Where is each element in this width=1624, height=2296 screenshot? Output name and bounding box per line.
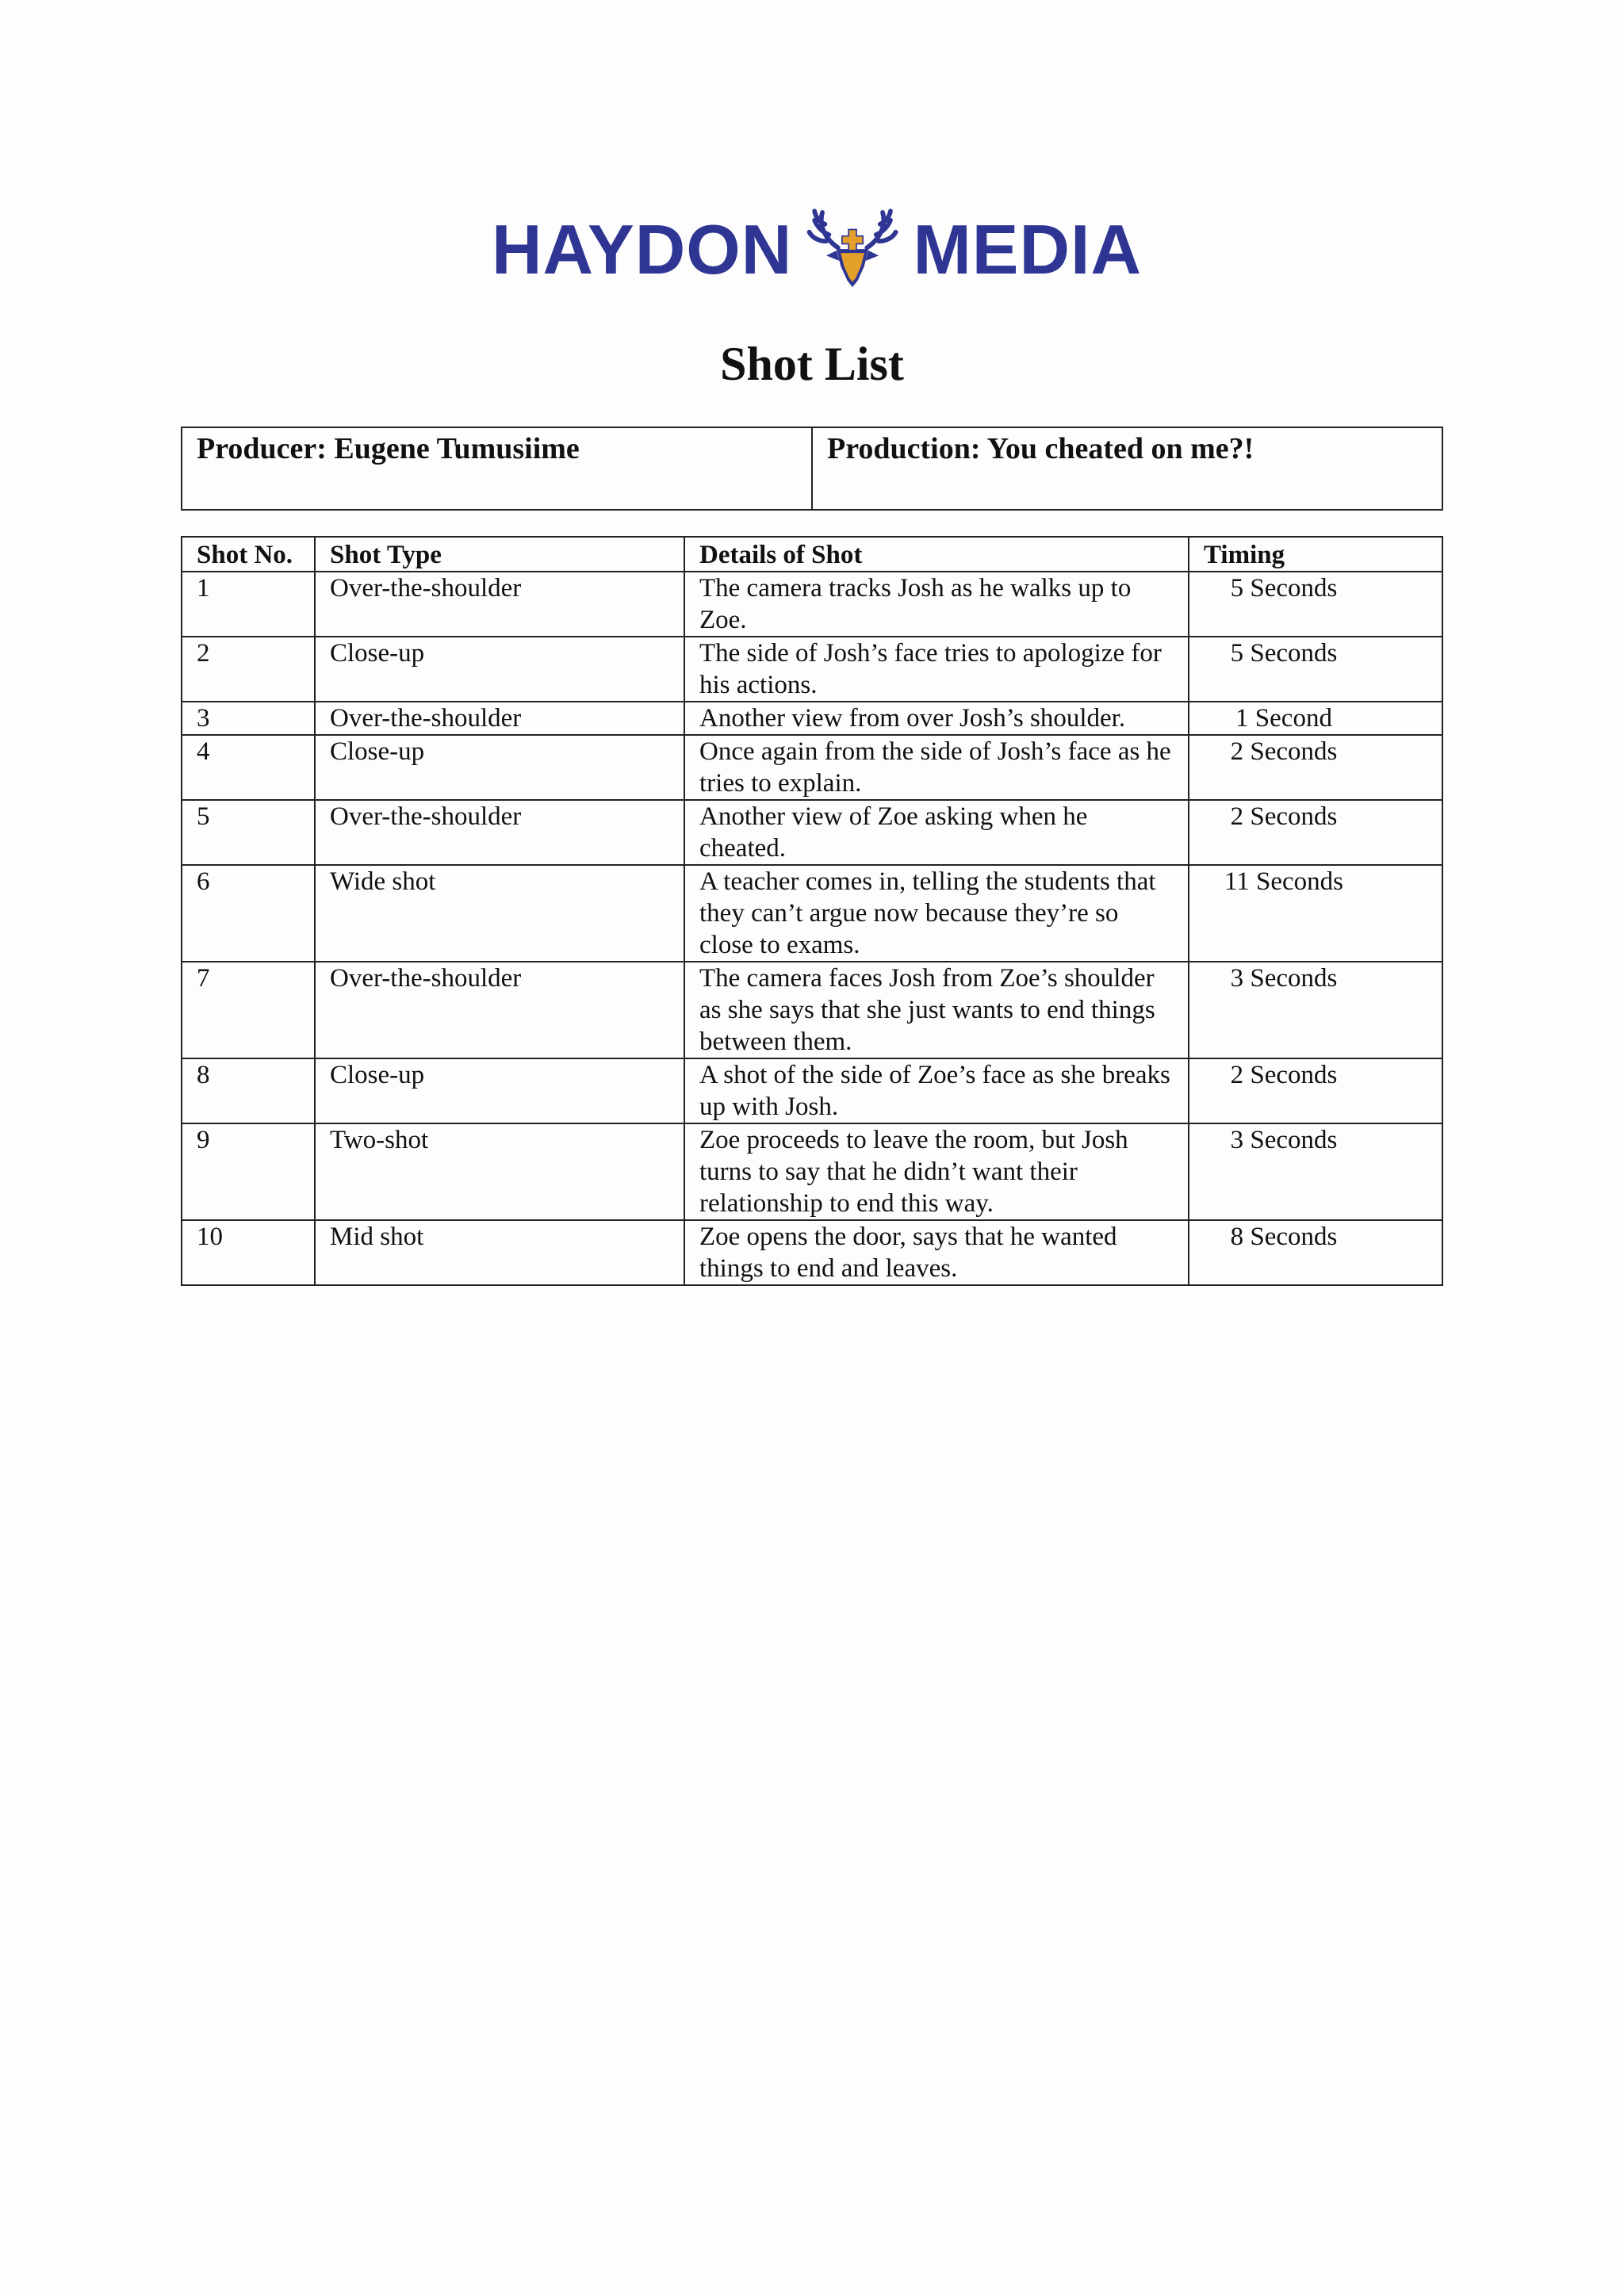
table-row (182, 962, 1442, 1058)
table-row (182, 735, 1442, 800)
shot-type-cell: Over-the-shoulder (315, 962, 684, 1058)
shot-details-cell: Once again from the side of Josh’s face as he tries to explain. (684, 735, 1189, 800)
shot-number-cell: 8 (182, 1058, 315, 1123)
shot-details-cell: A teacher comes in, telling the students that they can’t argue now because they’re so close to exams. (684, 865, 1189, 962)
haydon-media-logo (492, 190, 1142, 309)
shot-number-cell: 9 (182, 1123, 315, 1220)
shot-number-cell: 1 (182, 572, 315, 637)
shot-number-cell: 2 (182, 637, 315, 702)
production-cell: Production: You cheated on me?! (812, 427, 1442, 510)
table-row (182, 1058, 1442, 1123)
shot-timing-cell: 2 Seconds (1189, 1058, 1442, 1123)
shot-timing-cell: 8 Seconds (1189, 1220, 1442, 1285)
table-row (182, 1123, 1442, 1220)
shot-timing-cell: 2 Seconds (1189, 735, 1442, 800)
shot-details-cell: Zoe opens the door, says that he wanted things to end and leaves. (684, 1220, 1189, 1285)
shot-number-cell: 4 (182, 735, 315, 800)
shot-details-cell: Another view from over Josh’s shoulder. (684, 702, 1189, 735)
shot-details-cell: A shot of the side of Zoe’s face as she breaks up with Josh. (684, 1058, 1189, 1123)
column-header-timing: Timing (1189, 537, 1442, 572)
shot-type-cell: Close-up (315, 735, 684, 800)
table-row (182, 637, 1442, 702)
shot-timing-cell: 3 Seconds (1189, 1123, 1442, 1220)
shot-type-cell: Close-up (315, 637, 684, 702)
column-header-shot-type: Shot Type (315, 537, 684, 572)
table-row (182, 702, 1442, 735)
shot-timing-cell: 2 Seconds (1189, 800, 1442, 865)
table-row (182, 800, 1442, 865)
stag-emblem-icon (800, 190, 905, 309)
page-title: Shot List (720, 338, 904, 390)
shot-number-cell: 10 (182, 1220, 315, 1285)
logo-word-right: MEDIA (913, 210, 1142, 289)
table-header-row (182, 537, 1442, 572)
shot-details-cell: Zoe proceeds to leave the room, but Josh turns to say that he didn’t want their relationship to end this way. (684, 1123, 1189, 1220)
column-header-details: Details of Shot (684, 537, 1189, 572)
shot-type-cell: Over-the-shoulder (315, 572, 684, 637)
shot-type-cell: Close-up (315, 1058, 684, 1123)
shot-number-cell: 3 (182, 702, 315, 735)
shot-number-cell: 6 (182, 865, 315, 962)
shot-number-cell: 5 (182, 800, 315, 865)
shot-details-cell: The camera faces Josh from Zoe’s shoulder as she says that she just wants to end things between them. (684, 962, 1189, 1058)
shot-timing-cell: 11 Seconds (1189, 865, 1442, 962)
shot-details-cell: Another view of Zoe asking when he cheated. (684, 800, 1189, 865)
shot-number-cell: 7 (182, 962, 315, 1058)
shot-timing-cell: 1 Second (1189, 702, 1442, 735)
producer-cell: Producer: Eugene Tumusiime (182, 427, 812, 510)
column-header-shot-no: Shot No. (182, 537, 315, 572)
shot-type-cell: Two-shot (315, 1123, 684, 1220)
shot-list-table (181, 536, 1443, 1286)
shot-timing-cell: 3 Seconds (1189, 962, 1442, 1058)
shot-type-cell: Over-the-shoulder (315, 800, 684, 865)
logo-word-left: HAYDON (492, 210, 793, 289)
shot-details-cell: The side of Josh’s face tries to apologize for his actions. (684, 637, 1189, 702)
shot-timing-cell: 5 Seconds (1189, 637, 1442, 702)
production-info-table (181, 427, 1443, 511)
shot-details-cell: The camera tracks Josh as he walks up to Zoe. (684, 572, 1189, 637)
shot-type-cell: Over-the-shoulder (315, 702, 684, 735)
shot-timing-cell: 5 Seconds (1189, 572, 1442, 637)
table-row (182, 1220, 1442, 1285)
table-row (182, 572, 1442, 637)
table-row (182, 865, 1442, 962)
shot-type-cell: Wide shot (315, 865, 684, 962)
shot-type-cell: Mid shot (315, 1220, 684, 1285)
